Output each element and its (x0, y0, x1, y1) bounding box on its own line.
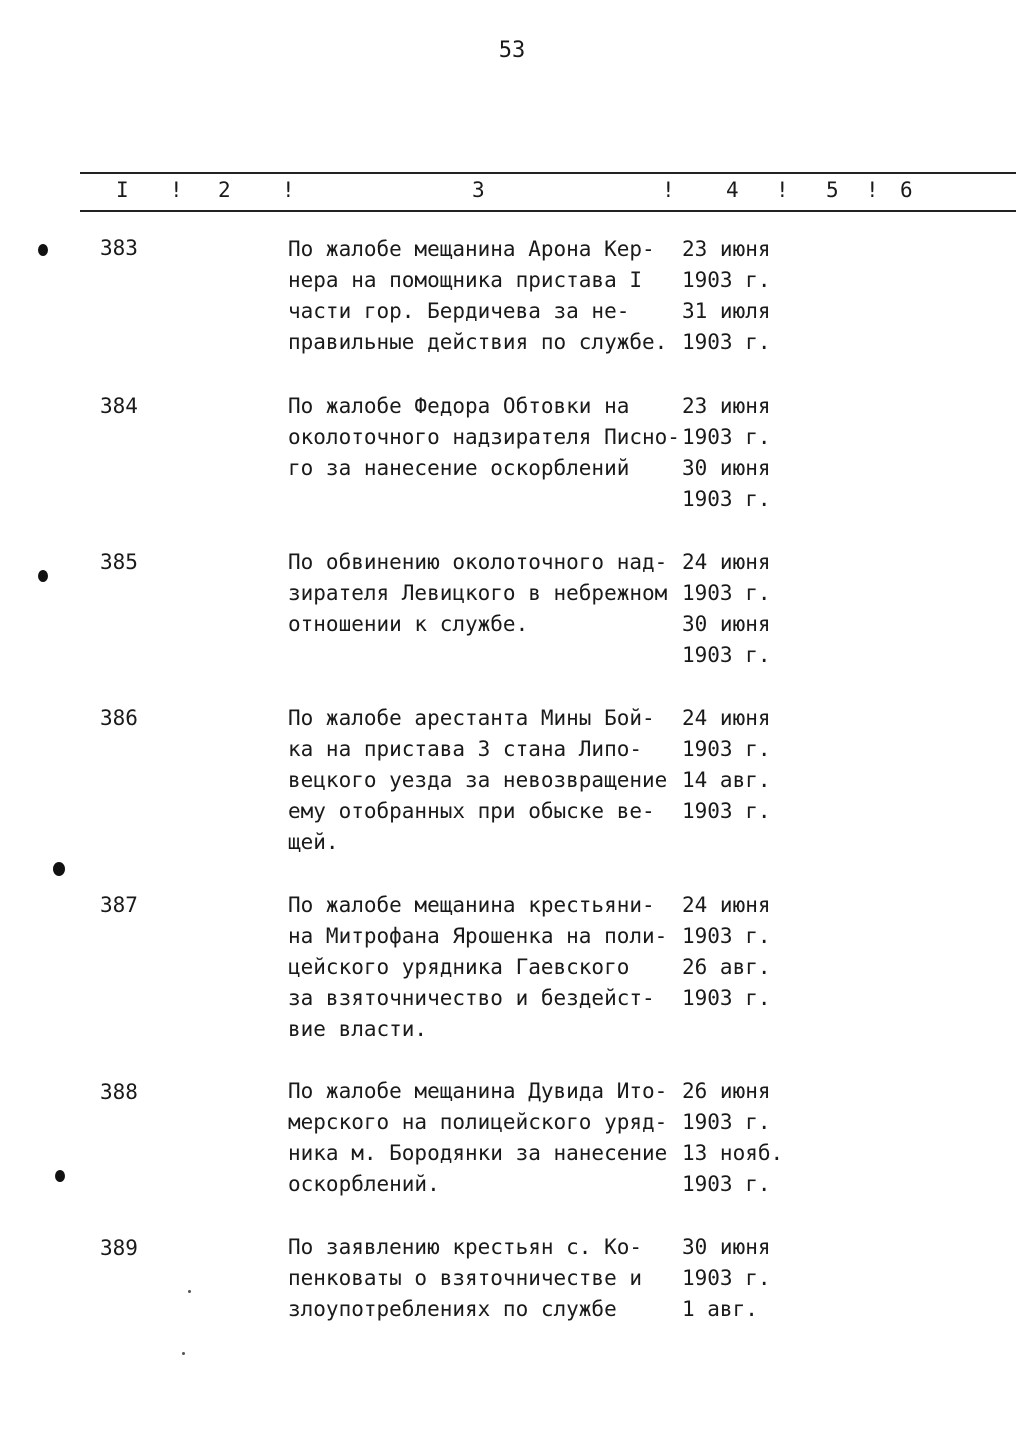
column-header-2: 2 (218, 178, 231, 202)
entry-description: По жалобе мещанина крестьяни- на Митрофана Ярошенка на поли- цейского урядника Гаевского за взяточничество и бездейст- вие власти. (288, 893, 668, 1041)
entry-dates: 24 июня 1903 г. 14 авг. 1903 г. (682, 706, 771, 823)
column-header-1: I (116, 178, 129, 202)
entry-description: По жалобе мещанина Дувида Ито- мерского на полицейского уряд- ника м. Бородянки за нанесение оскорблений. (288, 1079, 668, 1196)
entry-description: По жалобе арестанта Мины Бой- ка на пристава 3 стана Липо- вецкого уезда за невозвращение ему отобранных при обыске ве- щей. (288, 706, 668, 854)
column-separator: ! (170, 178, 183, 202)
entry-description: По обвинению околоточного над- зирателя Левицкого в небрежном отношении к службе. (288, 550, 668, 636)
entry-description: По жалобе Федора Обтовки на околоточного надзирателя Писно- го за нанесение оскорблений (288, 394, 680, 480)
entry-dates: 24 июня 1903 г. 30 июня 1903 г. (682, 550, 771, 667)
entry-number: 388 (100, 1080, 138, 1104)
entry-number: 389 (100, 1236, 138, 1260)
punch-hole-mark (38, 244, 48, 256)
page-number: 53 (498, 38, 526, 63)
column-header-3: 3 (472, 178, 485, 202)
scan-speck (182, 1352, 185, 1355)
column-header-4: 4 (726, 178, 739, 202)
entry-number: 383 (100, 236, 138, 260)
column-header-5: 5 (826, 178, 839, 202)
column-header-6: 6 (900, 178, 913, 202)
scan-speck (188, 1290, 191, 1293)
table-header-bottom-rule (80, 210, 1016, 212)
entry-description: По заявлению крестьян с. Ко- пенковаты о взяточничестве и злоупотреблениях по службе (288, 1235, 643, 1321)
punch-hole-mark (38, 570, 48, 582)
punch-hole-mark (55, 1170, 65, 1182)
entry-dates: 23 июня 1903 г. 31 июля 1903 г. (682, 237, 771, 354)
entry-number: 386 (100, 706, 138, 730)
table-header-top-rule (80, 172, 1016, 174)
entry-dates: 26 июня 1903 г. 13 нояб. 1903 г. (682, 1079, 784, 1196)
column-separator: ! (866, 178, 879, 202)
entry-dates: 30 июня 1903 г. 1 авг. (682, 1235, 771, 1321)
column-separator: ! (776, 178, 789, 202)
punch-hole-mark (53, 862, 65, 876)
entry-dates: 24 июня 1903 г. 26 авг. 1903 г. (682, 893, 771, 1010)
entry-number: 385 (100, 550, 138, 574)
column-separator: ! (282, 178, 295, 202)
column-separator: ! (662, 178, 675, 202)
entry-number: 384 (100, 394, 138, 418)
entry-dates: 23 июня 1903 г. 30 июня 1903 г. (682, 394, 771, 511)
entry-description: По жалобе мещанина Арона Кер- нера на помощника пристава I части гор. Бердичева за не- правильные действия по службе. (288, 237, 668, 354)
entry-number: 387 (100, 893, 138, 917)
